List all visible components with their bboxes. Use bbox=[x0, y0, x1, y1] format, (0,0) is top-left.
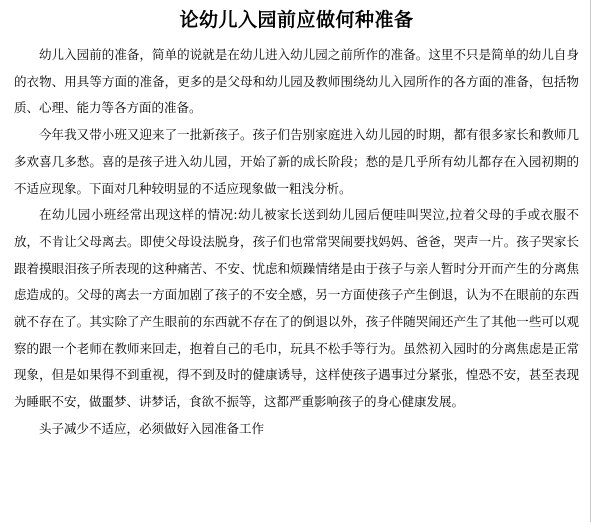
paragraph-2: 今年我又带小班又迎来了一批新孩子。孩子们告别家庭进入幼儿园的时期，都有很多家长和教师几多欢喜几多愁。喜的是孩子进入幼儿园，开始了新的成长阶段；愁的是几乎所有幼儿都存在入园初期的不适应现象。下面对几种较明显的不适应现象做一粗浅分析。 bbox=[14, 127, 579, 196]
paragraph-3: 在幼儿园小班经常出现这样的情况:幼儿被家长送到幼儿园后便哇叫哭泣,拉着父母的手或衣服不放，不肯让父母离去。即使父母设法脱身，孩子们也常常哭闹要找妈妈、爸爸，哭声一片。孩子哭家长跟着摸眼泪孩子所表现的这种痛苦、不安、忧虑和烦躁情绪是由于孩子与亲人暂时分开而产生的分离焦虑造成的。父母的离去一方面加剧了孩子的不安全感，另一方面使孩子产生倒退，认为不在眼前的东西就不存在了。其实除了产生眼前的东西就不存在了的倒退以外，孩子伴随哭闹还产生了其他一些可以观察的跟一个老师在教师来回走，抱着自己的毛巾，玩具不松手等行为。虽然初入园时的分离焦虑是正常现象，但是如果得不到重视，得不到及时的健康诱导，这样使孩子遇事过分紧张，惶恐不安，甚至表现为睡眠不安，做噩梦、讲梦话，食欲不振等，这都严重影响孩子的身心健康发展。 bbox=[14, 207, 579, 410]
paragraph-1: 幼儿入园前的准备，简单的说就是在幼儿进入幼儿园之前所作的准备。这里不只是简单的幼儿自身的衣物、用具等方面的准备，更多的是父母和幼儿园及教师围绕幼儿入园所作的各方面的准备，包括物质、心理、能力等各方面的准备。 bbox=[14, 47, 579, 116]
paragraph-4-partial: 头子减少不适应，必须做好入园准备工作 bbox=[39, 420, 265, 436]
viewport-bottom-edge bbox=[0, 522, 591, 528]
document-title: 论幼儿入园前应做何种准备 bbox=[179, 9, 414, 31]
